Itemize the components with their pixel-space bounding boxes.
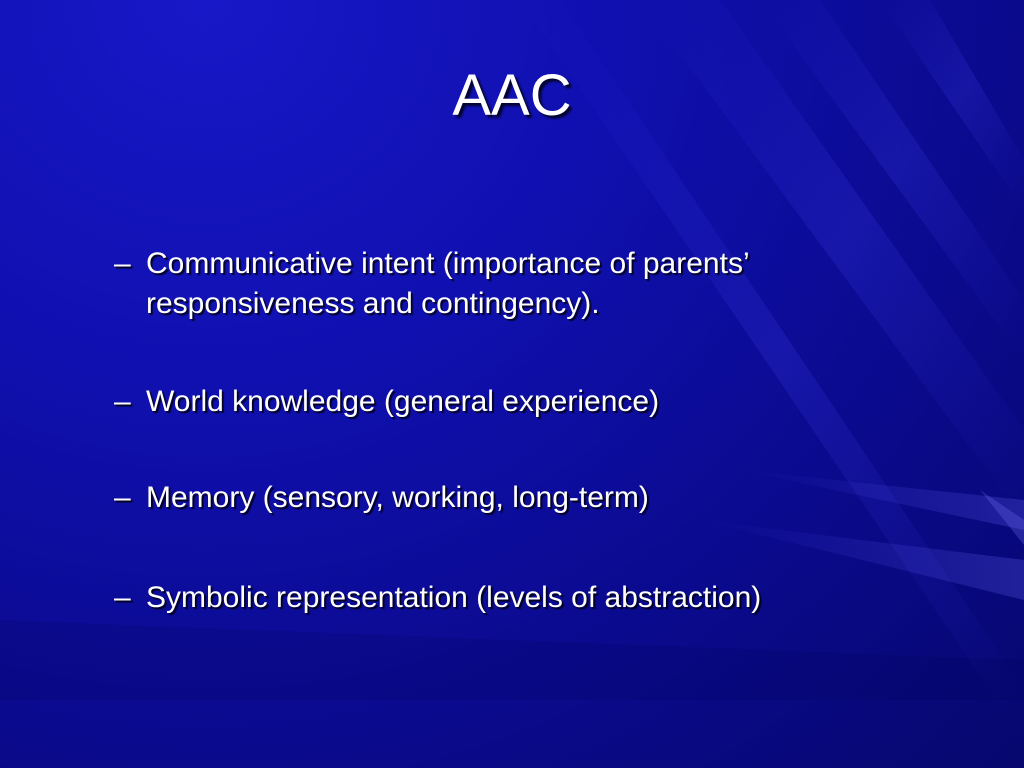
bullet-text: Communicative intent (importance of parents’ responsiveness and contingency). [146, 247, 749, 320]
slide-title: AAC [452, 63, 572, 128]
bullet-dash: – [114, 581, 131, 614]
bullet-dash: – [114, 385, 131, 418]
bullet-item [114, 244, 874, 324]
bullet-dash: – [114, 247, 131, 280]
bullet-text: Memory (sensory, working, long-term) [146, 481, 649, 514]
bullet-item [114, 578, 874, 618]
bullet-text: Symbolic representation (levels of abstraction) [146, 581, 762, 614]
bullet-item [114, 382, 874, 422]
bullet-dash: – [114, 481, 131, 514]
bullet-item [114, 478, 874, 518]
bullet-text: World knowledge (general experience) [146, 385, 660, 418]
